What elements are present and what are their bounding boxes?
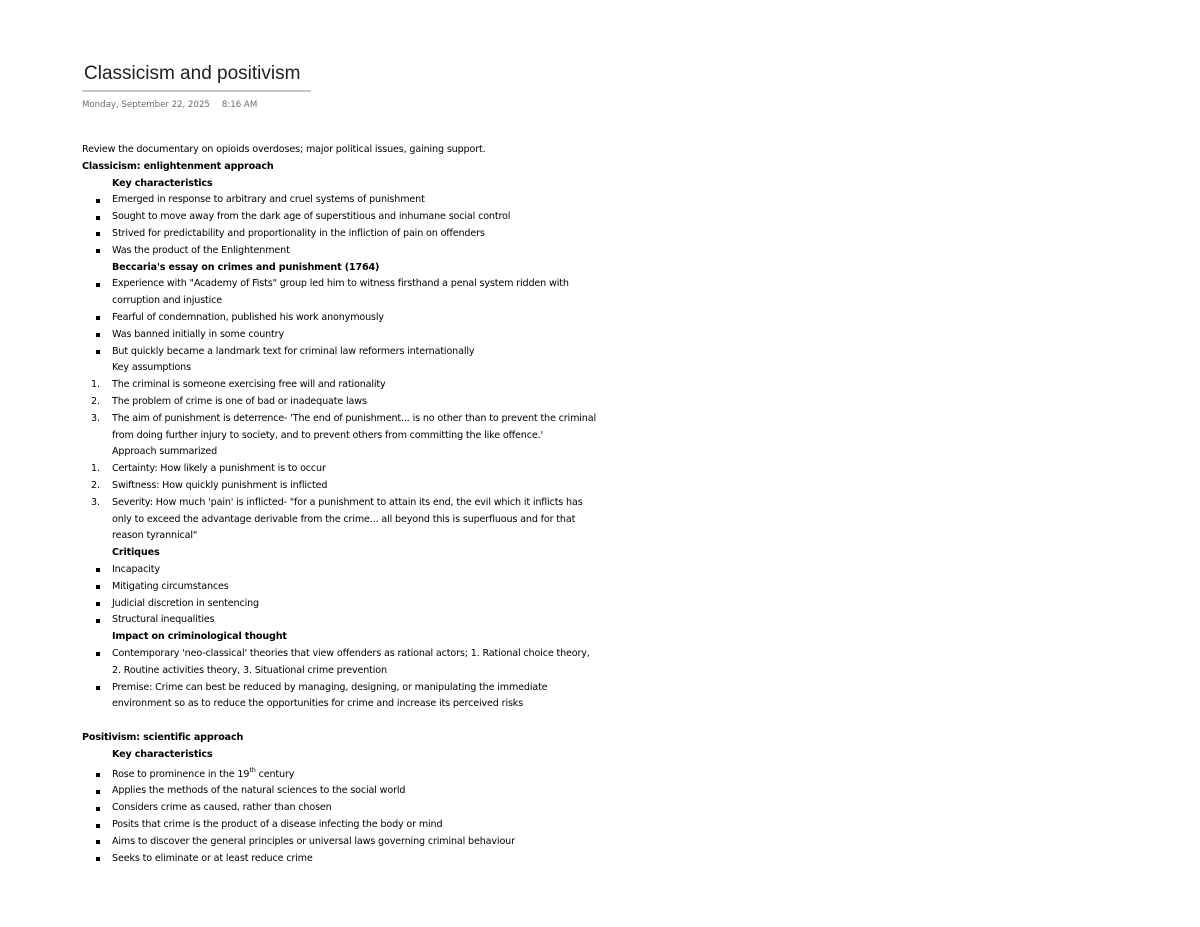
list-item [82,310,597,327]
list-item [82,411,597,445]
list-item-text-prefix: Rose to prominence in the 19 [112,768,250,780]
note-content[interactable] [82,142,597,867]
impact-heading: Impact on criminological thought [112,631,287,643]
list-item-text: Strived for predictability and proportionality in the infliction of pain on offenders [112,227,485,239]
list-item-text: Swiftness: How quickly punishment is inflicted [112,479,328,491]
positivism-key-characteristics-heading: Key characteristics [112,748,213,760]
list-item-text: Certainty: How likely a punishment is to occur [112,463,326,475]
section-spacer [82,713,597,730]
list-item [82,612,597,629]
list-item-text: Structural inequalities [112,614,215,626]
list-item [82,377,597,394]
list-item [82,851,597,868]
page-title[interactable]: Classicism and positivism [84,63,301,84]
list-item [82,817,597,834]
list-item [82,276,597,310]
list-number: 1. [91,463,100,475]
superscript-text: th [249,765,256,774]
list-item [82,209,597,226]
list-item [82,495,597,545]
list-item [82,680,597,714]
list-item-text [112,765,295,780]
list-item-text: Sought to move away from the dark age of superstitious and inhumane social control [112,211,511,223]
list-item [82,344,597,361]
list-number: 2. [91,479,100,491]
list-item [82,783,597,800]
list-item-text: Premise: Crime can best be reduced by managing, designing, or manipulating the immediate environment so as to reduce the opportunities for crime and increase its perceived risks [112,681,548,710]
list-item [82,226,597,243]
list-item-text-suffix: century [255,768,295,780]
list-item-text: Considers crime as caused, rather than chosen [112,802,332,814]
list-item [82,646,597,680]
list-item-text: Posits that crime is the product of a disease infecting the body or mind [112,819,443,831]
list-item [82,394,597,411]
list-item [82,192,597,209]
list-number: 3. [91,412,100,424]
list-item-text: The aim of punishment is deterrence- 'The end of punishment... is no other than to prevent the criminal from doing further injury to society, and to prevent others from committing the like offence.' [112,412,596,441]
list-item-text: Emerged in response to arbitrary and cruel systems of punishment [112,194,425,206]
list-item [82,327,597,344]
list-item-text: Applies the methods of the natural sciences to the social world [112,785,406,797]
list-item-text: Judicial discretion in sentencing [112,597,259,609]
list-item-text: The criminal is someone exercising free will and rationality [112,379,386,391]
page-date: Monday, September 22, 2025 [82,100,210,110]
beccaria-heading: Beccaria's essay on crimes and punishment (1764) [112,261,380,273]
list-item [82,767,597,784]
approach-summarized-heading: Approach summarized [112,446,218,458]
classicism-heading: Classicism: enlightenment approach [82,160,274,172]
list-item-text: Mitigating circumstances [112,580,229,592]
positivism-heading: Positivism: scientific approach [82,732,244,744]
critiques-heading: Critiques [112,547,160,559]
list-item [82,800,597,817]
list-item [82,461,597,478]
list-item-text: Was banned initially in some country [112,328,284,340]
list-item-text: Incapacity [112,563,160,575]
list-number: 2. [91,395,100,407]
list-item-text: Aims to discover the general principles or universal laws governing criminal behaviour [112,835,515,847]
list-item-text: Seeks to eliminate or at least reduce crime [112,852,313,864]
list-number: 3. [91,496,100,508]
title-underline [82,90,311,92]
list-item-text: Was the product of the Enlightenment [112,244,290,256]
list-item-text: Severity: How much 'pain' is inflicted- "for a punishment to attain its end, the evil which it inflicts has only to exceed the advantage derivable from the crime... all beyond this is superfluous and for that reason tyrannical" [112,496,583,542]
classicism-key-characteristics-heading: Key characteristics [112,177,213,189]
list-item-text: The problem of crime is one of bad or inadequate laws [112,395,367,407]
list-item-text: Contemporary 'neo-classical' theories that view offenders as rational actors; 1. Rational choice theory, 2. Routine activities theory, 3. Situational crime prevention [112,647,590,676]
page-time: 8:16 AM [221,100,258,110]
list-item-text: Experience with "Academy of Fists" group led him to witness firsthand a penal system ridden with corruption and injustice [112,278,569,307]
list-number: 1. [91,379,100,391]
list-item-text: Fearful of condemnation, published his work anonymously [112,311,384,323]
list-item [82,834,597,851]
intro-line: Review the documentary on opioids overdoses; major political issues, gaining support. [82,144,486,155]
list-item-text: But quickly became a landmark text for criminal law reformers internationally [112,345,475,357]
list-item [82,562,597,579]
page-meta [82,100,257,110]
list-item [82,478,597,495]
list-item [82,579,597,596]
list-item [82,596,597,613]
list-item [82,243,597,260]
key-assumptions-heading: Key assumptions [112,362,191,374]
